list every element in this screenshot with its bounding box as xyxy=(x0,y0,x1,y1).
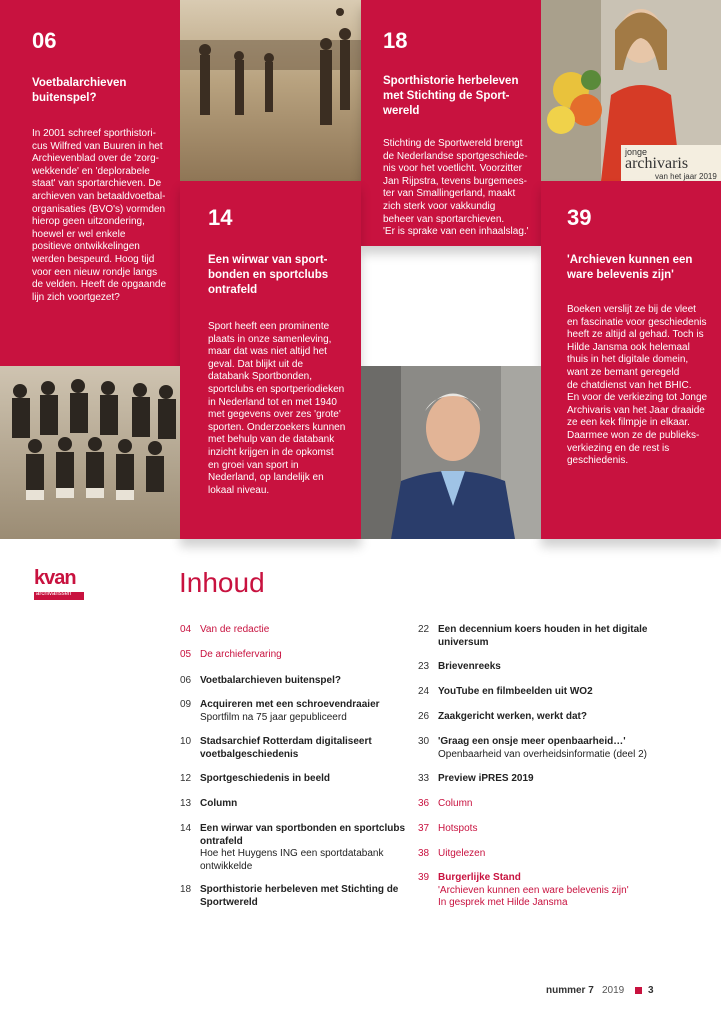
photo-jan-rijpstra xyxy=(361,366,541,539)
issue-label: nummer 7 xyxy=(546,985,594,996)
body-line: 'Er is sprake van een inhaalslag.' xyxy=(383,226,529,238)
award-banner: jonge archivaris van het jaar 2019 xyxy=(621,145,721,181)
toc-page-number: 22 xyxy=(418,624,430,635)
feature-title: Voetbalarchieven buitenspel? xyxy=(32,77,127,104)
toc-page-number: 12 xyxy=(180,773,192,784)
feature-title: 'Archieven kunnen een ware belevenis zijn' xyxy=(567,254,693,281)
body-line: voor een nieuw rondje langs xyxy=(32,266,158,278)
toc-title: Sportwereld xyxy=(200,896,258,908)
body-line: Daarmee won ze de publieks- xyxy=(567,429,700,441)
toc-title: ontrafeld xyxy=(200,835,243,847)
body-line: thuis in het digitale domein, xyxy=(567,354,689,366)
body-line: Hilde Jansma ook helemaal xyxy=(567,341,690,353)
toc-title: Een decennium koers houden in het digitale xyxy=(438,624,648,635)
body-line: Boeken verslijt ze bij de vleet xyxy=(567,304,696,315)
toc-page-number: 10 xyxy=(180,736,192,747)
toc-page-number: 36 xyxy=(418,798,430,809)
feature-number: 14 xyxy=(208,205,233,230)
body-line: met behulp van de databank xyxy=(208,434,335,446)
body-line: sporten. Onderzoekers kunnen xyxy=(208,421,346,433)
toc-page-number: 33 xyxy=(418,773,430,784)
feature-number: 06 xyxy=(32,28,57,53)
feature-body xyxy=(32,128,166,304)
feature-body xyxy=(567,304,707,468)
toc-subtitle: Openbaarheid van overheidsinformatie (deel 2) xyxy=(438,748,648,760)
toc-page-number: 13 xyxy=(180,798,192,809)
body-line: ze een kek filmpje in elkaar. xyxy=(567,417,690,429)
toc-page-number: 18 xyxy=(180,884,192,895)
toc-page-number: 37 xyxy=(418,823,430,834)
body-line: Stichting de Sportwereld brengt xyxy=(383,138,523,149)
toc-title: Acquireren met een schroevendraaier xyxy=(200,699,380,710)
body-line: databank Sportbonden, xyxy=(208,371,312,383)
toc-page-number: 05 xyxy=(180,649,192,660)
toc-page-number: 23 xyxy=(418,661,430,672)
toc-page-number: 30 xyxy=(418,736,430,747)
toc-title: universum xyxy=(438,636,489,648)
body-line: lijn zich voortgezet? xyxy=(32,291,120,303)
body-line: staat' van sportarchieven. De xyxy=(32,178,162,190)
photo-hilde-jansma xyxy=(541,0,721,181)
toc-title: De archiefervaring xyxy=(200,649,282,660)
toc-page-number: 38 xyxy=(418,848,430,859)
body-line: verkiezing en de rest is xyxy=(567,442,670,454)
body-line: inzicht krijgen in de opkomst xyxy=(208,446,334,458)
body-line: En voor de verkiezing tot Jonge xyxy=(567,392,708,404)
toc-title: Uitgelezen xyxy=(438,848,486,859)
toc-page-number: 24 xyxy=(418,686,430,697)
body-line: hierop geen uitzondering, xyxy=(32,216,145,228)
photo-football-match xyxy=(180,0,361,181)
body-line: lokaal niveau. xyxy=(208,484,270,496)
body-line: de Nederlandse sportgeschiede- xyxy=(383,150,528,162)
footer-square xyxy=(635,987,642,994)
toc-title: Voetbalarchieven buitenspel? xyxy=(200,675,341,686)
body-line: de velden. Heeft de opgaande xyxy=(32,279,166,291)
feature-title: Sporthistorie herbeleven met Stichting de Sport- wereld xyxy=(383,75,519,117)
body-line: wekkende' en 'deplorabele xyxy=(32,165,150,177)
body-line: Sport heeft een prominente xyxy=(208,321,330,332)
toc-title: Hotspots xyxy=(438,823,478,834)
body-line: en groei van sport in xyxy=(208,459,299,471)
toc-title: Van de redactie xyxy=(200,624,270,635)
body-line: zich sterk voor vakkundig xyxy=(383,200,496,212)
toc-title: Sporthistorie herbeleven met Stichting de xyxy=(200,884,399,895)
body-line: met gegevens over zes 'grote' xyxy=(208,409,341,421)
toc-title: Column xyxy=(438,798,473,809)
feature-number: 18 xyxy=(383,28,408,53)
toc-title: Zaakgericht werken, werkt dat? xyxy=(438,711,587,722)
toc-page-number: 09 xyxy=(180,699,192,710)
issue-year: 2019 xyxy=(602,985,625,996)
toc-subtitle: Sportfilm na 75 jaar gepubliceerd xyxy=(200,711,347,723)
body-line: heeft ze altijd al gehad. Toch is xyxy=(567,329,704,341)
body-line: in Nederland tot en met 1940 xyxy=(208,396,337,408)
body-line: Jan Rijpstra, tevens burgemees- xyxy=(383,175,527,187)
body-line: Archievenblad over de 'zorg- xyxy=(32,153,159,165)
feature-title: Een wirwar van sport- bonden en sportclubs ontrafeld xyxy=(208,254,329,296)
body-line: plaats in onze samenleving, xyxy=(208,333,332,345)
body-line: de chatdienst van het BHIC. xyxy=(567,379,692,391)
body-line: Nederland, op landelijk en xyxy=(208,472,324,484)
toc-page-number: 14 xyxy=(180,823,192,834)
page-footer xyxy=(520,985,700,999)
feature-panel-14[interactable] xyxy=(180,181,361,539)
toc-left-column xyxy=(180,624,410,924)
toc-title: Sportgeschiedenis in beeld xyxy=(200,773,331,784)
body-line: sportclubs en sportperiodieken xyxy=(208,383,345,395)
body-line: Archivaris van het Jaar draaide xyxy=(567,404,705,416)
body-line: geschiedenis. xyxy=(567,455,629,467)
toc-title: Stadsarchief Rotterdam digitaliseert xyxy=(200,736,372,747)
feature-body xyxy=(208,321,345,497)
toc-title: Preview iPRES 2019 xyxy=(438,773,534,784)
toc-title: Een wirwar van sportbonden en sportclubs xyxy=(200,823,406,834)
body-line: en fascinatie voor geschiedenis xyxy=(567,316,707,328)
toc-title: 'Graag een onsje meer openbaarheid…' xyxy=(438,736,626,747)
body-line: In 2001 schreef sporthistori- xyxy=(32,128,156,139)
kvan-logo: kvan archivarissen xyxy=(34,567,84,603)
body-line: want ze bemant geregeld xyxy=(567,366,680,378)
photo-football-team xyxy=(0,366,180,539)
body-line: werden bespeurd. Hoog tijd xyxy=(32,253,155,265)
body-line: maar dat was niet altijd het xyxy=(208,346,327,358)
feature-panel-39[interactable] xyxy=(541,181,721,539)
page-number: 3 xyxy=(648,985,654,996)
body-line: archieven van betaaldvoetbal- xyxy=(32,190,166,202)
feature-panel-18[interactable] xyxy=(361,0,541,246)
toc-subtitle: In gesprek met Hilde Jansma xyxy=(438,897,568,908)
toc-title: Burgerlijke Stand xyxy=(438,872,521,883)
toc-page-number: 06 xyxy=(180,675,192,686)
toc-subtitle: 'Archieven kunnen een ware belevenis zijn' xyxy=(438,884,629,896)
feature-body xyxy=(383,138,529,239)
body-line: positieve ontwikkelingen xyxy=(32,241,140,253)
body-line: ter van Smallingerland, maakt xyxy=(383,188,516,200)
toc-page-number: 04 xyxy=(180,624,192,635)
body-line: geval. Dat blijkt uit de xyxy=(208,358,304,370)
feature-number: 39 xyxy=(567,205,592,230)
body-line: beheer van sportarchieven. xyxy=(383,213,505,225)
toc-page-number: 26 xyxy=(418,711,430,722)
body-line: cus Wilfred van Buuren in het xyxy=(32,140,163,152)
body-line: organisaties (BVO's) vormden xyxy=(32,203,166,215)
toc-subtitle: Hoe het Huygens ING een sportdatabank xyxy=(200,848,384,859)
feature-panel-06[interactable] xyxy=(0,0,180,366)
toc-right-column xyxy=(418,624,688,924)
body-line: hoewel er wel enkele xyxy=(32,228,126,240)
body-line: nis voor het voetlicht. Voorzitter xyxy=(383,163,522,175)
page-title: Inhoud xyxy=(179,567,265,598)
toc-title: Brievenreeks xyxy=(438,661,501,672)
toc-subtitle: ontwikkelde xyxy=(200,860,253,872)
toc-title: YouTube en filmbeelden uit WO2 xyxy=(438,686,593,697)
toc-title: Column xyxy=(200,798,238,809)
toc-page-number: 39 xyxy=(418,872,430,883)
toc-title: voetbalgeschiedenis xyxy=(200,748,299,760)
